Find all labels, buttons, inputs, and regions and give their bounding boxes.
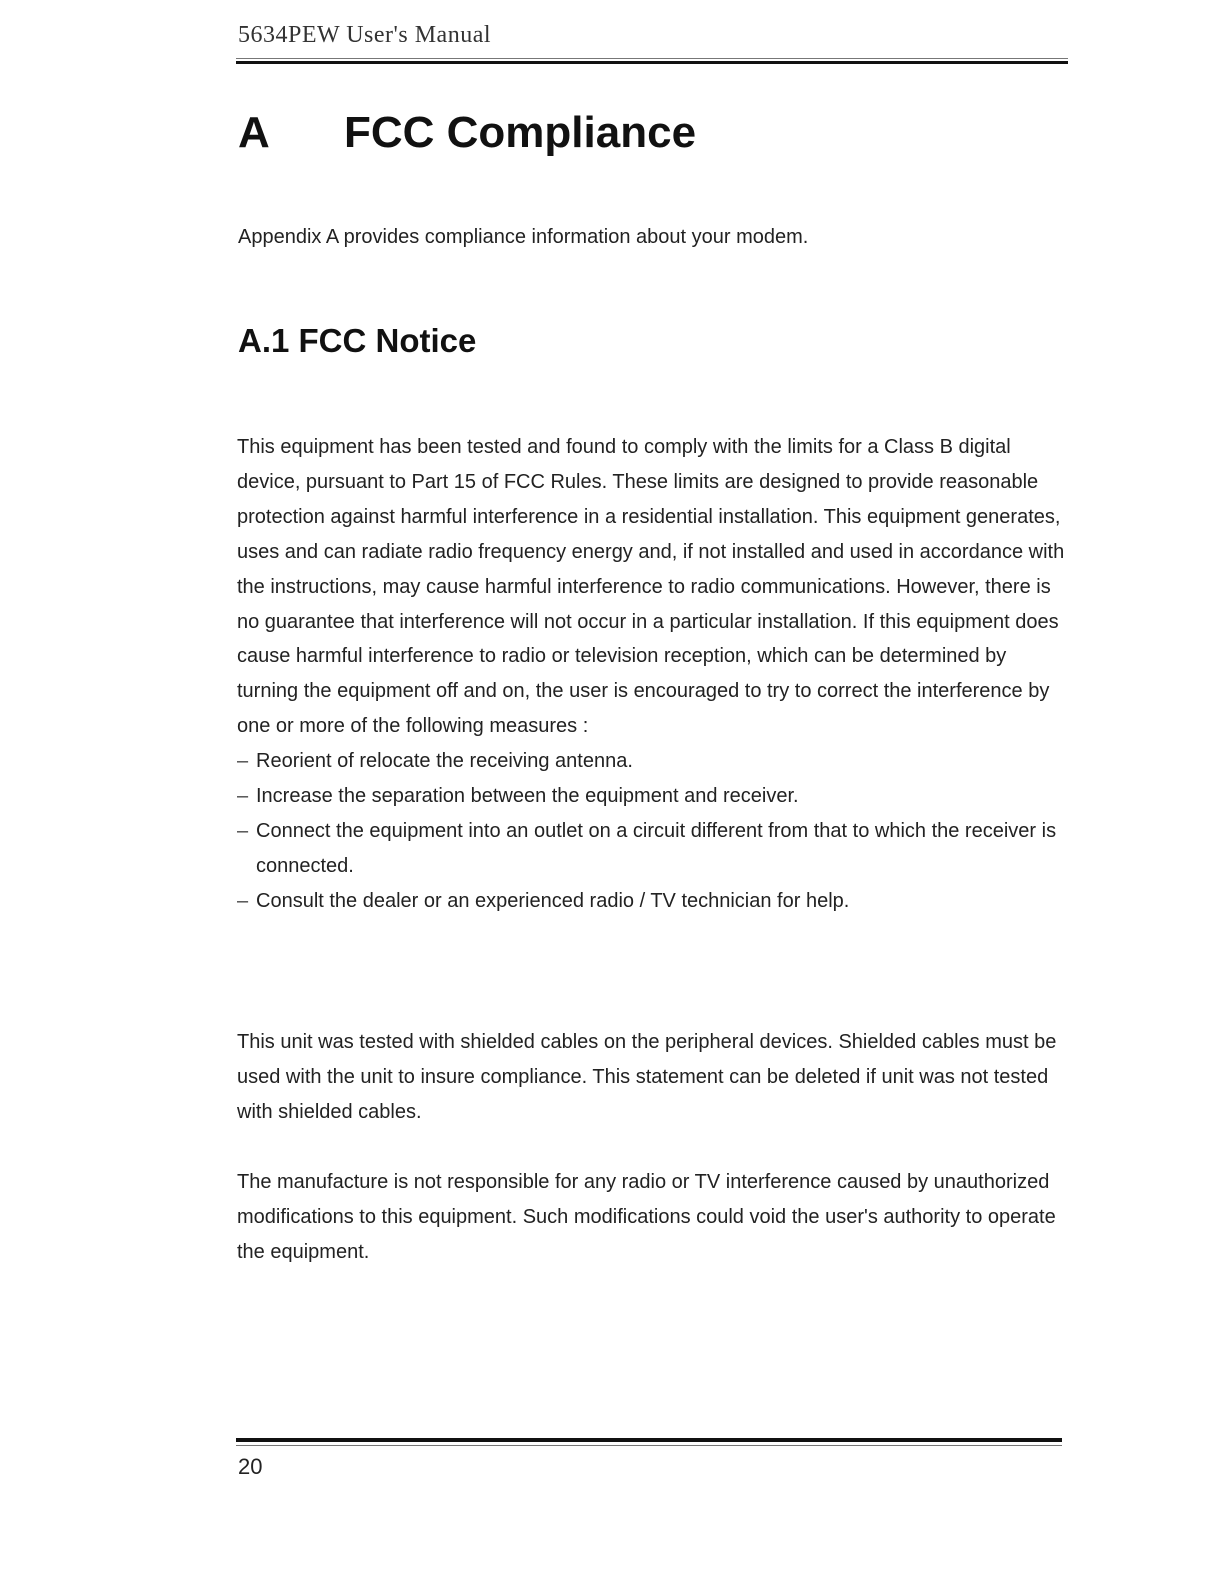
shielded-cables-paragraph: This unit was tested with shielded cables on the peripheral devices. Shielded cables must be used with the unit to insure compliance. This statement can be deleted if unit was not tested with shielded cables. <box>237 1031 1057 1123</box>
running-header: 5634PEW User's Manual <box>238 22 492 48</box>
measure-item: – Reorient of relocate the receiving antenna. <box>237 744 1067 779</box>
footer-rule-thick <box>236 1438 1062 1442</box>
header-rule-thin <box>236 58 1068 59</box>
fcc-notice-body <box>237 430 1067 919</box>
footer-rule-thin <box>236 1445 1062 1446</box>
chapter-title-text: FCC Compliance <box>344 108 697 157</box>
chapter-intro: Appendix A provides compliance information about your modem. <box>238 226 809 248</box>
fcc-notice-paragraph: This equipment has been tested and found to comply with the limits for a Class B digital device, pursuant to Part 15 of FCC Rules. These limits are designed to provide reasonable protection against harmful interference in a residential installation. This equipment generates, uses and can radiate radio frequency energy and, if not installed and used in accordance with the instructions, may cause harmful interference to radio communications. However, there is no guarantee that interference will not occur in a particular installation. If this equipment does cause harmful interference to radio or television reception, which can be determined by turning the equipment off and on, the user is encouraged to try to correct the interference by one or more of the following measures : <box>237 436 1065 738</box>
header-rule-thick <box>236 61 1068 64</box>
measure-item: – Consult the dealer or an experienced radio / TV technician for help. <box>237 884 1067 919</box>
manufacturer-disclaimer-paragraph: The manufacture is not responsible for any radio or TV interference caused by unauthorized modifications to this equipment. Such modifications could void the user's authority to operate the equipment. <box>237 1171 1056 1263</box>
chapter-letter: A <box>238 108 270 157</box>
manufacturer-disclaimer-body <box>237 1165 1067 1270</box>
page-number: 20 <box>238 1454 263 1479</box>
measures-list <box>237 744 1067 919</box>
shielded-cables-body <box>237 1025 1067 1130</box>
measure-item: – Connect the equipment into an outlet on a circuit different from that to which the receiver is connected. <box>237 814 1067 884</box>
section-title: A.1 FCC Notice <box>238 322 477 359</box>
measure-item: – Increase the separation between the equipment and receiver. <box>237 779 1067 814</box>
chapter-title <box>238 108 696 158</box>
